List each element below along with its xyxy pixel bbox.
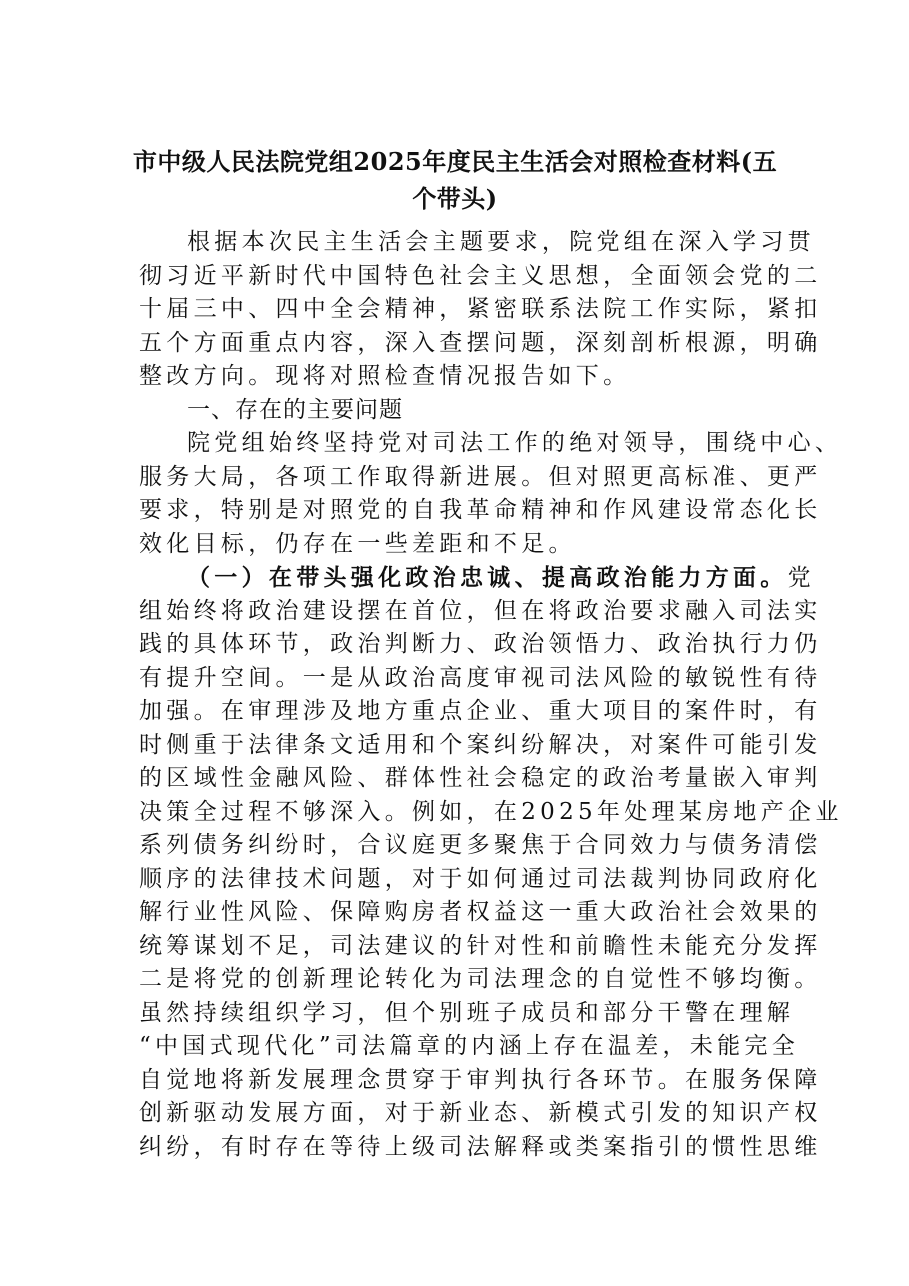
subheading-line bbox=[139, 561, 815, 595]
paragraph-3-line: 解行业性风险、保障购房者权益这一重大政治社会效果的 bbox=[139, 899, 822, 925]
paragraph-3-line: “中国式现代化”司法篇章的内涵上存在温差，未能完全 bbox=[139, 1033, 800, 1059]
paragraph-1-line: 十届三中、四中全会精神，紧密联系法院工作实际，紧扣 bbox=[139, 296, 822, 322]
subheading-1: （一）在带头强化政治忠诚、提高政治能力方面。 bbox=[187, 564, 788, 591]
paragraph-3-line: 的区域性金融风险、群体性社会稳定的政治考量嵌入审判 bbox=[139, 765, 822, 791]
subheading-1-tail: 党 bbox=[787, 565, 815, 591]
paragraph-3-line: 纠纷，有时存在等待上级司法解释或类案指引的惯性思维 bbox=[139, 1133, 822, 1160]
paragraph-3-line: 自觉地将新发展理念贯穿于审判执行各环节。在服务保障 bbox=[139, 1066, 822, 1093]
paragraph-3-line: 践的具体环节，政治判断力、政治领悟力、政治执行力仍 bbox=[139, 631, 822, 657]
paragraph-2-line: 院党组始终坚持党对司法工作的绝对领导，围绕中心、 bbox=[187, 430, 843, 456]
paragraph-2-line: 效化目标，仍存在一些差距和不足。 bbox=[139, 530, 576, 557]
paragraph-1-line: 根据本次民主生活会主题要求，院党组在深入学习贯 bbox=[187, 229, 815, 255]
paragraph-3-line: 顺序的法律技术问题，对于如何通过司法裁判协同政府化 bbox=[139, 865, 822, 892]
document-title bbox=[130, 143, 780, 217]
paragraph-3-line: 二是将党的创新理论转化为司法理念的自觉性不够均衡。 bbox=[139, 966, 822, 992]
title-line-1: 市中级人民法院党组2025年度民主生活会对照检查材料(五 bbox=[132, 147, 778, 176]
paragraph-2-line: 服务大局，各项工作取得新进展。但对照更高标准、更严 bbox=[139, 463, 822, 490]
paragraph-3-line: 系列债务纠纷时，合议庭更多聚焦于合同效力与债务清偿 bbox=[139, 832, 822, 858]
paragraph-3-line: 有提升空间。一是从政治高度审视司法风险的敏锐性有待 bbox=[139, 664, 822, 691]
paragraph-3-line: 加强。在审理涉及地方重点企业、重大项目的案件时，有 bbox=[139, 698, 822, 724]
paragraph-1-line: 彻习近平新时代中国特色社会主义思想，全面领会党的二 bbox=[139, 262, 822, 289]
paragraph-1-line: 五个方面重点内容，深入查摆问题，深刻剖析根源，明确 bbox=[139, 329, 822, 356]
paragraph-3-line: 决策全过程不够深入。例如，在2025年处理某房地产企业 bbox=[139, 798, 843, 825]
paragraph-3-line: 时侧重于法律条文适用和个案纠纷解决，对案件可能引发 bbox=[139, 731, 822, 758]
paragraph-3-line: 组始终将政治建设摆在首位，但在将政治要求融入司法实 bbox=[139, 597, 822, 624]
paragraph-3-line: 创新驱动发展方面，对于新业态、新模式引发的知识产权 bbox=[139, 1100, 822, 1126]
paragraph-1-line: 整改方向。现将对照检查情况报告如下。 bbox=[139, 363, 631, 389]
title-line-2: 个带头) bbox=[412, 184, 498, 213]
document-body bbox=[139, 226, 843, 1164]
paragraph-3-line: 虽然持续组织学习，但个别班子成员和部分干警在理解 bbox=[139, 999, 795, 1026]
paragraph-2-line: 要求，特别是对照党的自我革命精神和作风建设常态化长 bbox=[139, 497, 822, 523]
section-heading: 一、存在的主要问题 bbox=[187, 396, 403, 423]
paragraph-3-line: 统筹谋划不足，司法建议的针对性和前瞻性未能充分发挥 bbox=[139, 932, 822, 959]
